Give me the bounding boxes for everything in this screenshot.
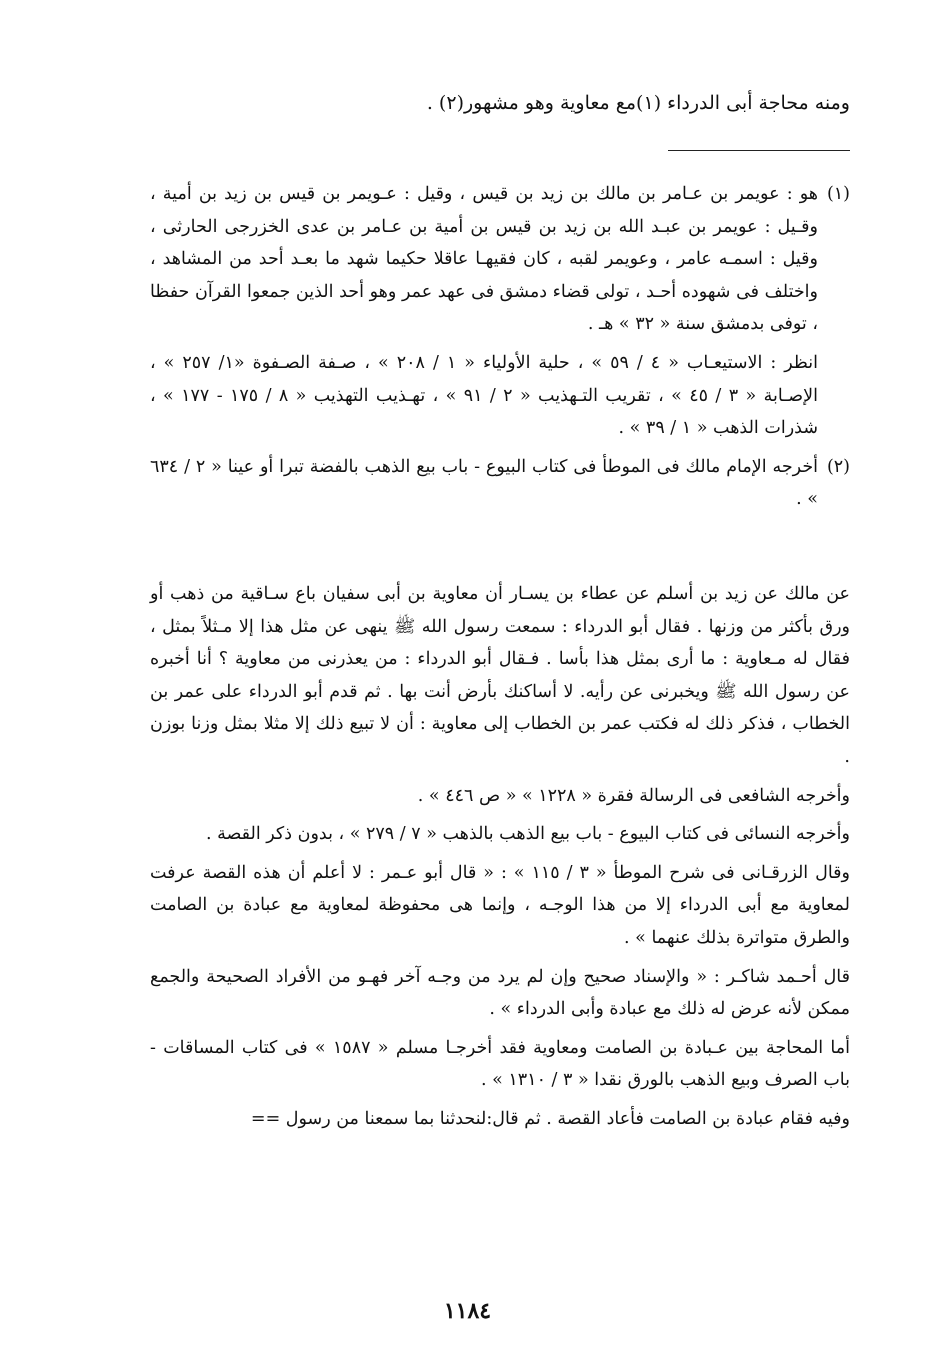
footnote-marker: (٢) — [826, 456, 850, 477]
commentary-paragraph: قال أحـمد شاكـر : « والإسناد صحيح وإن لم يرد من وجـه آخر فهـو من الأفراد الصحيحة والجمع ممكن لأنه عرض له ذلك مع عبادة وأبى الدرداء » . — [150, 966, 850, 1020]
commentary-paragraph: أما المحاجة بين عـبادة بن الصامت ومعاوية فقد أخرجـا مسلم « ١٥٨٧ » فى كتاب المساقات - باب الصرف وبيع الذهب بالورق نقدا « ٣ / ١٣١٠ » . — [150, 1037, 851, 1091]
commentary-paragraph: وفيه فقام عبادة بن الصامت فأعاد القصة . ثم قال:لنحدثنا بما سمعنا من رسول == — [250, 1108, 850, 1129]
footnote-1 — [150, 178, 850, 341]
commentary-paragraph: وأخرجه النسائى فى كتاب البيوع - باب بيع الذهب بالذهب « ٧ / ٢٧٩ » ، بدون ذكر القصة . — [205, 824, 850, 845]
footnote-2 — [150, 451, 850, 516]
main-text: ومنه محاجة أبى الدرداء (١)مع معاوية وهو مشهور(٢) . — [426, 92, 850, 114]
footnote-separator — [668, 150, 850, 151]
commentary — [150, 578, 850, 1142]
commentary-paragraph: عن مالك عن زيد بن أسلم عن عطاء بن يسـار أن معاوية بن أبى سفيان باع سـاقية من ذهب أو ورق بأكثر من وزنها . فقال أبو الدرداء : سمعت رسول الله ﷺ ينهى عن مثل هذا إلا مـثلاً بمثل ، فقال له مـعاوية : ما أرى بمثل هذا بأسا . فـقال أبو الدرداء : من يعذرنى من معاوية ؟ أنا أخبره عن رسول الله ﷺ ويخبرنى عن رأيه. لا أساكنك بأرض أنت بها . ثم قدم أبو الدرداء على عمر بن الخطاب ، فذكر ذلك له فكتب عمر بن الخطاب إلى معاوية : أن لا تبيع ذلك إلا مثلا بمثل وزنا بوزن . — [150, 584, 850, 767]
footnotes — [150, 178, 850, 522]
footnote-text: أخرجه الإمام مالك فى الموطأ فى كتاب البيوع - باب بيع الذهب بالفضة تبرا أو عينا « ٢ / ٦٣٤ » . — [150, 456, 818, 510]
footnote-1-sources: انظر : الاستيعـاب « ٤ / ٥٩ » ، حلية الأولياء « ١ / ٢٠٨ » ، صـفة الصـفوة «١/ ٢٥٧ » ، الإصـابة « ٣ / ٤٥ » ، تقريب التـهذيب « ٢ / ٩١ » ، تهـذيب التهذيب « ٨ / ١٧٥ - ١٧٧ » ، شذرات الذهب « ١ / ٣٩ » . — [150, 352, 818, 439]
page-number: ١١٨٤ — [443, 1298, 492, 1324]
commentary-paragraph: وأخرجه الشافعى فى الرسالة فقرة « ١٢٢٨ » « ص ٤٤٦ » . — [417, 785, 850, 806]
footnote-text: هو : عويمر بن عـامر بن مالك بن زيد بن قيس ، وقيل : عـويمر بن قيس بن زيد بن أمية ، وقـيل : عويمر بن عبـد الله بن زيد بن قيس بن أمية بن عـامر بن عدى الخزرجى الحارثى ، وقيل : اسمـه عامر ، وعويمر لقبه ، كان فقيهـا عاقلا حكيما شهد ما بعـد أحد من المشاهد ، واختلف فى شهوده أحـد ، تولى قضاء دمشق فى عهد عمر وهو أحد الذين جمعوا القرآن حفظا ، توفى بدمشق سنة « ٣٢ » هـ . — [150, 184, 818, 335]
commentary-paragraph: وقال الزرقـانى فى شرح الموطأ « ٣ / ١١٥ » : « قال أبو عـمر : لا أعلم أن هذه القصة عرفت لمعاوية مع أبى الدرداء إلا من هذا الوجـه ، وإنما هى محفوظة لمعاوية مع عبادة بن الصامت والطرق متواترة بذلك عنهما » . — [150, 862, 850, 948]
footnote-marker: (١) — [826, 184, 850, 204]
